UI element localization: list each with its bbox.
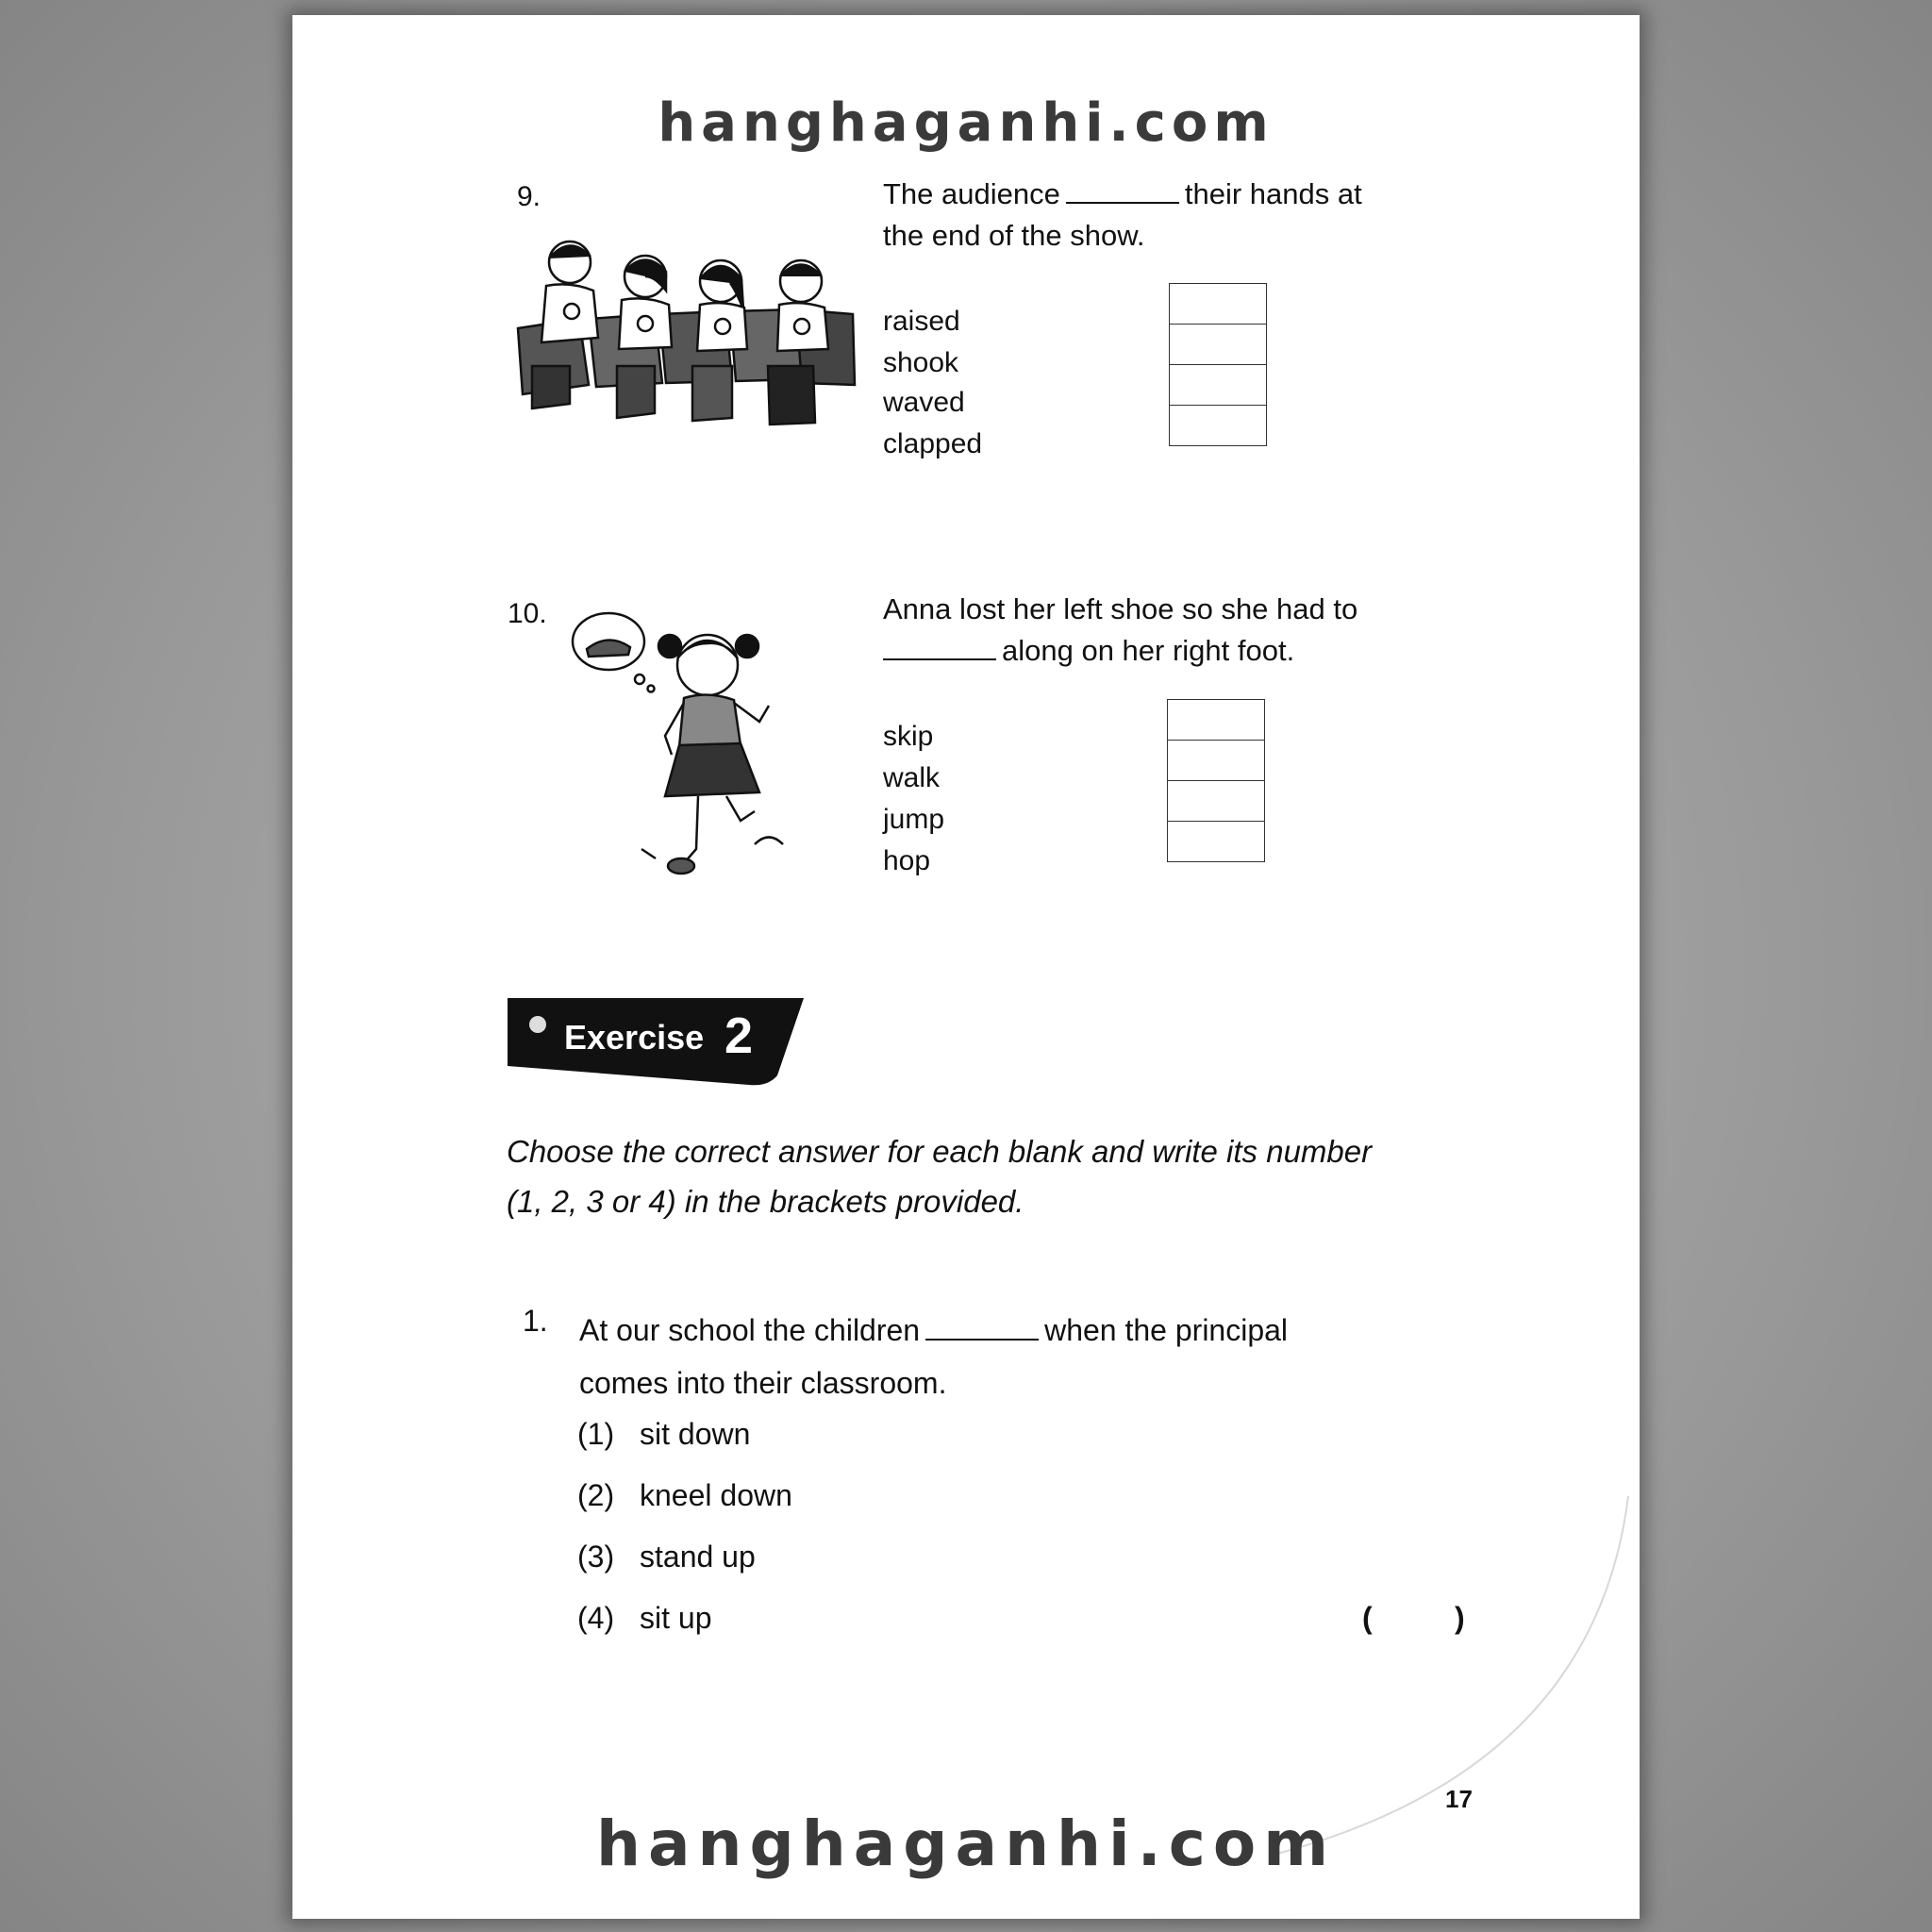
instructions-line1: Choose the correct answer for each blank and write its number	[507, 1134, 1373, 1169]
mc1-option-number: (1)	[577, 1417, 615, 1451]
q10-text-line1: Anna lost her left shoe so she had to	[883, 592, 1358, 625]
q10-question	[883, 589, 1468, 672]
mc1-text-after: when the principal	[1044, 1313, 1289, 1347]
exercise-banner	[504, 981, 817, 1087]
q10-option: skip	[883, 721, 934, 752]
page-number: 17	[1445, 1785, 1473, 1813]
watermark-bottom: hanghaganhi.com	[596, 1807, 1336, 1880]
mc1-option	[577, 1478, 792, 1513]
mc1-option-label: sit down	[640, 1417, 751, 1451]
mc1-option-number: (2)	[577, 1478, 615, 1512]
q9-text-before: The audience	[883, 177, 1060, 210]
q9-option: shook	[883, 347, 959, 378]
girl-hopping-illustration	[566, 604, 811, 877]
q9-number: 9.	[517, 181, 541, 212]
q9-options	[883, 289, 1091, 468]
q9-answer-boxes	[1169, 283, 1267, 446]
q9-answer-box[interactable]	[1170, 284, 1266, 325]
mc1-option-number: (4)	[577, 1601, 615, 1635]
instructions	[507, 1126, 1507, 1226]
mc1-option-label: kneel down	[640, 1478, 792, 1512]
q10-option: hop	[883, 845, 931, 876]
audience-clapping-illustration	[513, 225, 862, 441]
q10-text-after-blank: along on her right foot.	[1002, 634, 1295, 667]
q10-option: jump	[883, 804, 945, 835]
mc1-answer-bracket-open: (	[1362, 1601, 1373, 1635]
exercise-number: 2	[724, 1008, 754, 1064]
mc1-blank[interactable]	[925, 1318, 1039, 1341]
q10-answer-boxes	[1167, 699, 1265, 862]
q9-option: raised	[883, 306, 960, 337]
mc1-option	[577, 1601, 711, 1636]
q9-answer-box[interactable]	[1170, 406, 1266, 445]
mc1-option-number: (3)	[577, 1540, 615, 1574]
instructions-line2: (1, 2, 3 or 4) in the brackets provided.	[507, 1184, 1024, 1219]
mc1-text-line2: comes into their classroom.	[579, 1366, 947, 1400]
mc1-text-before: At our school the children	[579, 1313, 921, 1347]
q9-question	[883, 174, 1468, 257]
q9-answer-box[interactable]	[1170, 365, 1266, 406]
q10-option: walk	[883, 762, 941, 793]
q10-answer-box[interactable]	[1168, 822, 1264, 861]
q9-blank[interactable]	[1066, 181, 1179, 204]
watermark-top: hanghaganhi.com	[658, 92, 1274, 154]
q10-answer-box[interactable]	[1168, 741, 1264, 781]
q9-answer-box[interactable]	[1170, 325, 1266, 365]
q9-text-after: their hands at	[1184, 177, 1362, 210]
q10-answer-box[interactable]	[1168, 700, 1264, 741]
q9-option: waved	[883, 387, 965, 418]
exercise-label: Exercise	[564, 1018, 705, 1057]
q10-blank[interactable]	[883, 638, 996, 660]
mc1-option-label: sit up	[640, 1601, 712, 1635]
q9-option: clapped	[883, 428, 983, 459]
mc1-option-label: stand up	[640, 1540, 756, 1574]
q10-answer-box[interactable]	[1168, 781, 1264, 822]
mc1-answer-bracket-close: )	[1455, 1601, 1465, 1635]
mc1-option	[577, 1417, 750, 1452]
mc1-question	[579, 1304, 1428, 1409]
worksheet-page	[292, 15, 1640, 1919]
mc1-number: 1.	[523, 1304, 548, 1338]
q10-options	[883, 704, 1091, 883]
q10-number: 10.	[508, 598, 547, 629]
q9-text-line2: the end of the show.	[883, 219, 1145, 252]
mc1-option	[577, 1540, 756, 1574]
